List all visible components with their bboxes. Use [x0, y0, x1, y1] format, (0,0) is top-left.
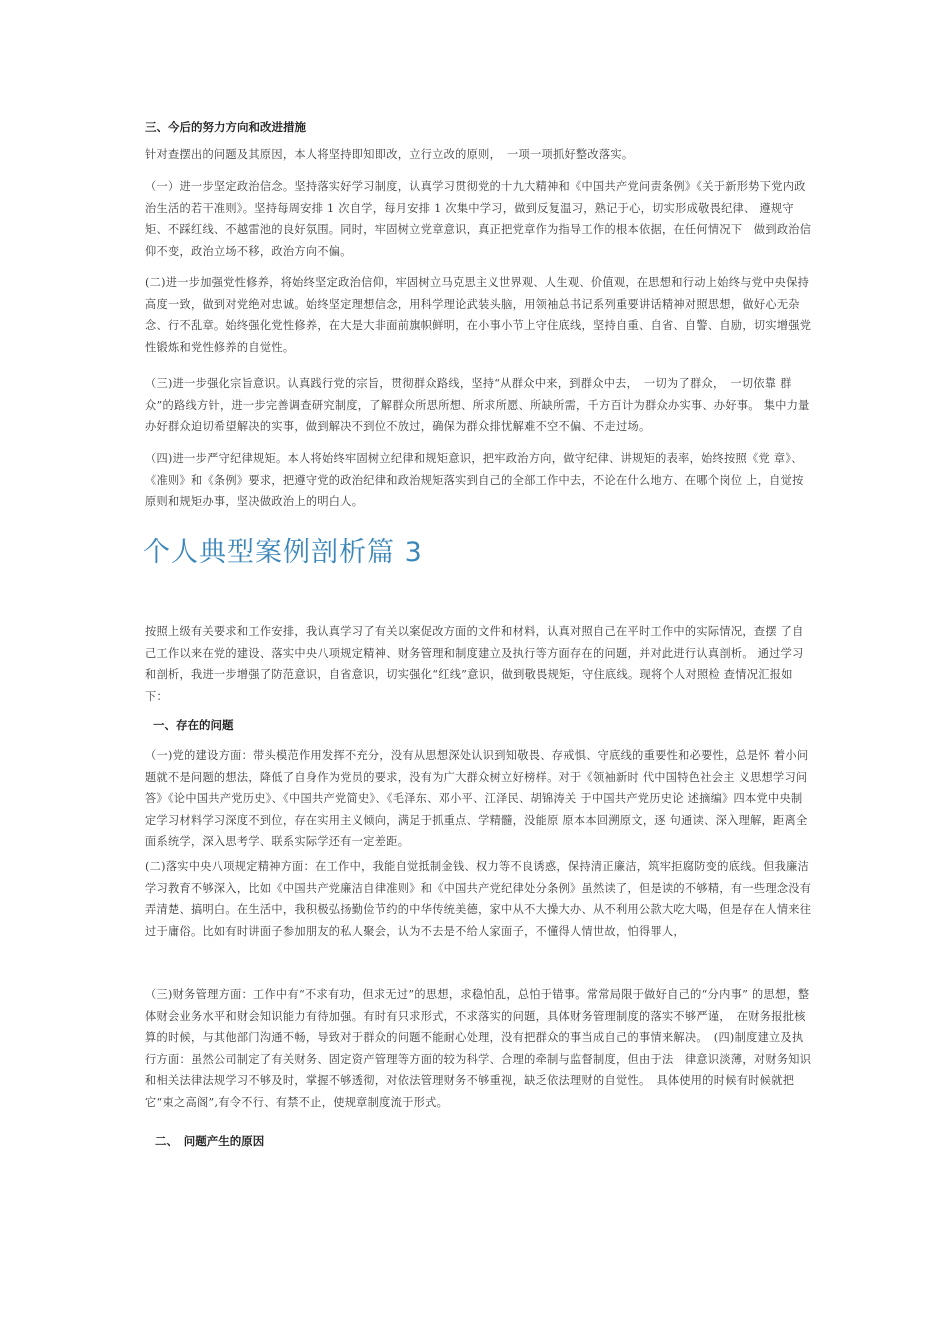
paragraph-problem-2: (二)落实中央八项规定精神方面：在工作中，我能自觉抵制金钱、权力等不良诱惑，保持清正廉洁，筑牢拒腐防变的底线。但我廉洁学习教育不够深入，比如《中国共产党廉洁自律准则》和《中国共产党纪律处分条例》虽然读了，但是读的不够精，有一些理念没有弄清楚、搞明白。在生活中，我积极弘扬勤俭节约的中华传统美德，家中从不大操大办、从不利用公款大吃大喝，但是存在人情来往过于庸俗。比如有时讲面子参加朋友的私人聚会，认为不去是不给人家面子，不懂得人情世故，怕得罪人， [145, 860, 812, 938]
article-title: 个人典型案例剖析篇 3 [143, 537, 423, 568]
paragraph-item-1: （一）进一步坚定政治信念。坚持落实好学习制度，认真学习贯彻党的十九大精神和《中国共产党问责条例》《关于新形势下党内政治生活的若干准则》。坚持每周安排 1 次自学，每月安排 1 次集中学习，做到反复温习，熟记于心，切实形成敬畏纪律、 遵规守矩、不踩红线、不越雷池的良好氛围。同时，牢固树立党章意识，真正把党章作为指导工作的根本依据，在任何情况下 做到政治信仰不变，政治立场不移，政治方向不偏。 [145, 180, 812, 258]
paragraph-item-2: (二)进一步加强党性修养，将始终坚定政治信仰，牢固树立马克思主义世界观、人生观、价值观，在思想和行动上始终与党中央保持高度一致，做到对党绝对忠诚。始终坚定理想信念，用科学理论武装头脑，用领袖总书记系列重要讲话精神对照思想，做好心无杂念、行不乱章。始终强化党性修养，在大是大非面前旗帜鲜明，在小事小节上守住底线，坚持自重、自省、自警、自励，切实增强党性锻炼和党性修养的自觉性。 [145, 276, 812, 354]
section-heading-improvement: 三、今后的努力方向和改进措施 [145, 120, 306, 134]
section-heading-problems: 一、存在的问题 [153, 718, 234, 732]
paragraph-problem-3: （三)财务管理方面：工作中有“不求有功，但求无过”的思想，求稳怕乱，总怕于错事。常常局限于做好自己的“分内事” 的思想，整体财会业务水平和财会知识能力有待加强。有时有只求形式，不求落实的问题，具体财务管理制度的落实不够严谨， 在财务报批核算的时候，与其他部门沟通不畅，导致对于群众的问题不能耐心处理，没有把群众的事当成自己的事情来解决。 (四)制度建立及执行方面：虽然公司制定了有关财务、固定资产管理等方面的较为科学、合理的牵制与监督制度，但由于法 律意识淡薄，对财务知识和相关法律法规学习不够及时，掌握不够透彻，对依法管理财务不够重视，缺乏依法理财的自觉性。 具体使用的时候有时候就把它“束之高阁”,有令不行、有禁不止，使规章制度流于形式。 [145, 988, 812, 1109]
paragraph-problem-1: （一)党的建设方面：带头模范作用发挥不充分，没有从思想深处认识到知敬畏、存戒惧、守底线的重要性和必要性，总是怀 着小问题就不是问题的想法，降低了自身作为党员的要求，没有为广大群众树立好榜样。对于《领袖新时 代中国特色社会主 义思想学习问答》《论中国共产党历史》、《中国共产党简史》、《毛泽东、邓小平、江泽民、胡锦涛关 于中国共产党历史论 述摘编》四本党中央制定学习材料学习深度不到位，存在实用主义倾向，满足于抓重点、学精髓，没能原 原本本回溯原文，逐 句通读、深入理解，距离全面系统学，深入思考学、联系实际学还有一定差距。 [145, 749, 809, 848]
paragraph-improvement-intro: 针对查摆出的问题及其原因，本人将坚持即知即改，立行立改的原则， 一项一项抓好整改落实。 [145, 148, 634, 161]
paragraph-item-3: （三)进一步强化宗旨意识。认真践行党的宗旨，贯彻群众路线，坚持“从群众中来，到群众中去， 一切为了群众， 一切依靠 群众”的路线方针，进一步完善调查研究制度，了解群众所思所想、所求所愿、所缺所需，千方百计为群众办实事、办好事。 集中力量办好群众迫切希望解决的实事，做到解决不到位不放过，确保为群众排忧解难不空不偏、不走过场。 [145, 377, 810, 433]
paragraph-article-intro: 按照上级有关要求和工作安排，我认真学习了有关以案促改方面的文件和材料，认真对照自己在平时工作中的实际情况，查摆 了自己工作以来在党的建设、落实中央八项规定精神、财务管理和制度建立及执行等方面存在的问题，并对此进行认真剖析。 通过学习和剖析，我进一步增强了防范意识，自省意识，切实强化“红线”意识，做到敬畏规矩，守住底线。现将个人对照检 查情况汇报如下： [145, 625, 804, 703]
section-heading-causes: 二、 问题产生的原因 [155, 1134, 265, 1148]
paragraph-item-4: （四)进一步严守纪律规矩。本人将始终牢固树立纪律和规矩意识，把牢政治方向，做守纪律、讲规矩的表率，始终按照《党 章》、《准则》和《条例》要求，把遵守党的政治纪律和政治规矩落实到自己的全部工作中去，不论在什么地方、在哪个岗位 上，自觉按原则和规矩办事，坚决做政治上的明白人。 [145, 452, 804, 508]
